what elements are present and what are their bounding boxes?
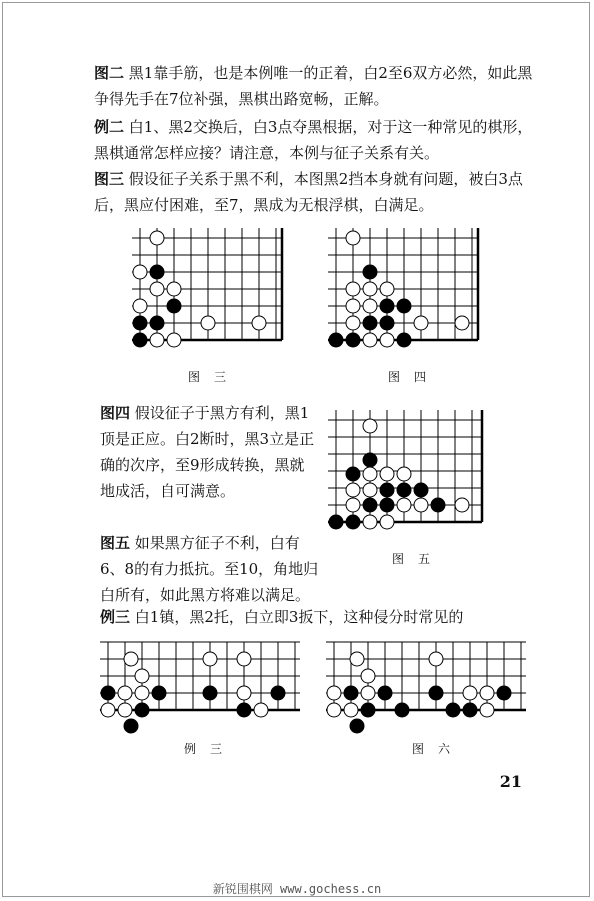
caption-ex3: 例三 [184, 742, 237, 756]
paragraph-head: 图二 [94, 64, 125, 82]
paragraph-ex2 [94, 114, 544, 166]
paragraph-head: 图四 [100, 404, 131, 422]
paragraph-head: 图五 [100, 534, 131, 552]
go-board-fig5 [322, 404, 487, 534]
paragraph-fig2 [94, 60, 544, 112]
go-board-fig4 [322, 222, 482, 352]
paragraph-text: 白1镇，黑2托，白立即3扳下，这种侵分时常见的 [134, 608, 464, 626]
caption-fig3: 图三 [188, 370, 241, 384]
caption-fig6: 图六 [412, 742, 465, 756]
go-board-fig6 [322, 638, 530, 738]
paragraph-fig4 [100, 400, 316, 504]
caption-fig4: 图四 [388, 370, 441, 384]
go-board-ex3 [96, 638, 304, 738]
caption-fig5: 图五 [392, 552, 445, 566]
paragraph-head: 例二 [94, 118, 125, 136]
paragraph-head: 图三 [94, 170, 125, 188]
paragraph-text: 白1、黑2交换后，白3点夺黑根据，对于这一种常见的棋形，黑棋通常怎样应接？请注意，本例与征子关系有关。 [94, 118, 533, 162]
paragraph-text: 假设征子关系于黑不利，本图黑2挡本身就有问题，被白3点后，黑应付困难，至7，黑成为无根浮棋，白满足。 [94, 170, 523, 214]
paragraph-ex3 [100, 604, 550, 630]
paragraph-fig5 [100, 530, 320, 608]
paragraph-text: 如果黑方征子不利，白有6、8的有力抵抗。至10，角地归白所有，如此黑方将难以满足。 [100, 534, 319, 604]
go-board-fig3 [126, 222, 286, 352]
watermark: 新锐围棋网 www.gochess.cn [212, 882, 382, 896]
paragraph-text: 假设征子于黑方有利，黑1顶是正应。白2断时，黑3立是正确的次序，至9形成转换，黑就地成活，自可满意。 [100, 404, 315, 500]
paragraph-text: 黑1靠手筋，也是本例唯一的正着，白2至6双方必然，如此黑争得先手在7位补强，黑棋出路宽畅，正解。 [94, 64, 533, 108]
paragraph-fig3 [94, 166, 544, 218]
paragraph-head: 例三 [100, 608, 131, 626]
page-number: 21 [499, 772, 522, 791]
